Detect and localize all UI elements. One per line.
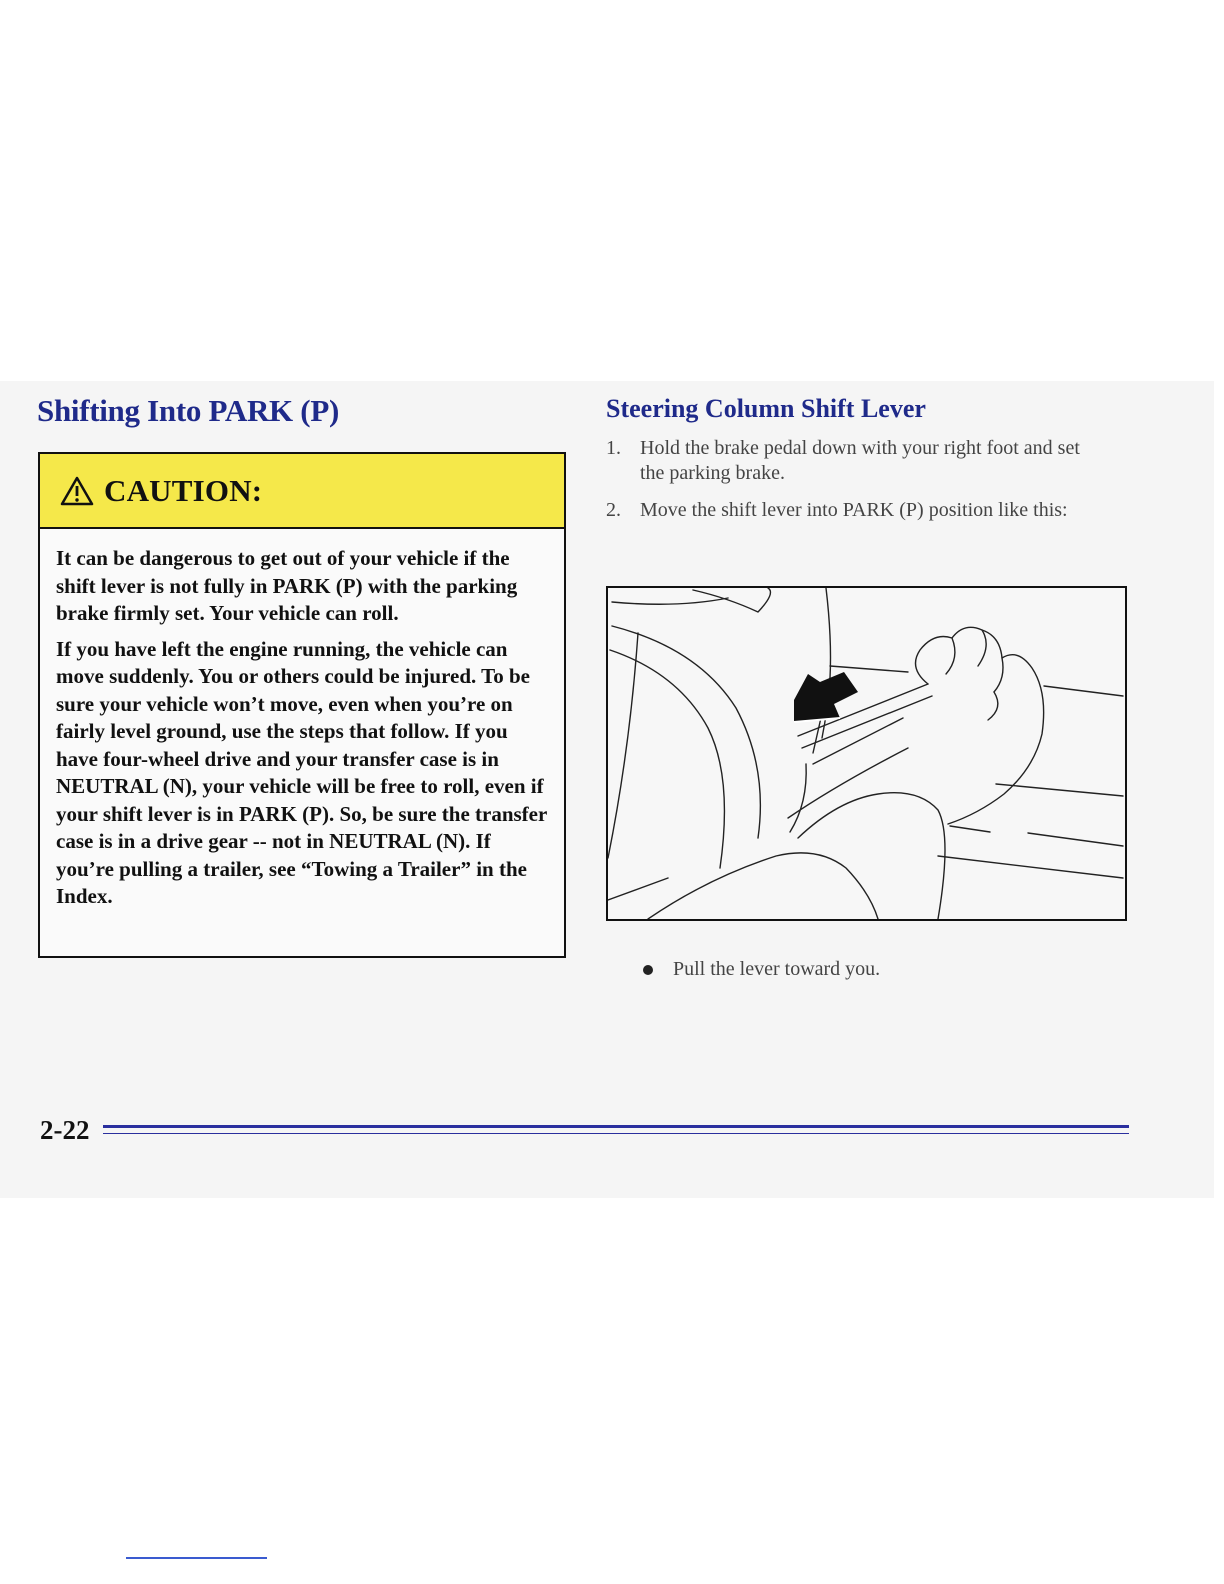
step-item <box>606 436 1096 486</box>
caution-box <box>38 452 566 958</box>
footer-rule-thin <box>103 1133 1129 1134</box>
step-number: 2. <box>606 499 621 521</box>
shift-lever-drawing <box>608 588 1125 919</box>
bullet-text: Pull the lever toward you. <box>673 958 881 980</box>
caution-header <box>40 454 564 529</box>
caution-label: CAUTION: <box>104 472 263 508</box>
footer-rule-thick <box>103 1125 1129 1128</box>
footer-rule <box>103 1125 1129 1139</box>
bullet-item <box>643 958 880 981</box>
steps-list <box>606 436 1096 535</box>
shift-lever-illustration <box>606 586 1127 921</box>
caution-paragraph: It can be dangerous to get out of your vehicle if the shift lever is not fully in PARK (P) with the parking brake firmly set. Your vehicle can roll. <box>56 546 518 625</box>
page-number: 2-22 <box>40 1115 90 1145</box>
step-text: Hold the brake pedal down with your right foot and set the parking brake. <box>640 437 1080 484</box>
step-item <box>606 498 1096 523</box>
bottom-divider <box>126 1557 267 1559</box>
subsection-title: Steering Column Shift Lever <box>606 394 926 423</box>
step-text: Move the shift lever into PARK (P) position like this: <box>640 499 1068 521</box>
caution-body <box>40 529 564 911</box>
bullet-icon <box>643 965 653 975</box>
caution-paragraph: If you have left the engine running, the vehicle can move suddenly. You or others could be injured. To be sure your vehicle won’t move, even when you’re on fairly level ground, use the steps that follow. If you have four-wheel drive and your transfer case is in NEUTRAL (N), your vehicle will be free to roll, even if your shift lever is in PARK (P). So, be sure the transfer case is in a drive gear -- not in NEUTRAL (N). If you’re pulling a trailer, see “Towing a Trailer” in the Index. <box>56 636 547 908</box>
section-title: Shifting Into PARK (P) <box>37 393 339 428</box>
step-number: 1. <box>606 437 621 459</box>
warning-triangle-icon <box>60 476 94 506</box>
